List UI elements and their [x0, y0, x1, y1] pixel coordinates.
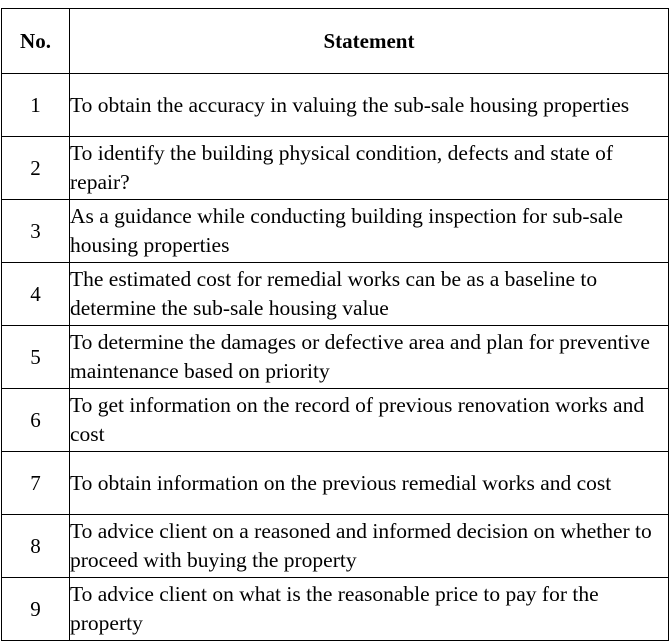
row-statement: To identify the building physical condition, defects and state of repair?	[70, 137, 669, 200]
row-statement: As a guidance while conducting building inspection for sub-sale housing properties	[70, 200, 669, 263]
row-number: 7	[2, 452, 70, 515]
row-statement: To get information on the record of previous renovation works and cost	[70, 389, 669, 452]
statement-table	[1, 8, 669, 641]
row-number: 6	[2, 389, 70, 452]
row-statement: The estimated cost for remedial works can be as a baseline to determine the sub-sale housing value	[70, 263, 669, 326]
row-statement: To advice client on what is the reasonable price to pay for the property	[70, 578, 669, 641]
row-statement: To advice client on a reasoned and informed decision on whether to proceed with buying the property	[70, 515, 669, 578]
table-row	[2, 200, 669, 263]
row-number: 5	[2, 326, 70, 389]
table-row	[2, 326, 669, 389]
table-header-row	[2, 9, 669, 74]
table-row	[2, 515, 669, 578]
table-row	[2, 137, 669, 200]
row-number: 8	[2, 515, 70, 578]
table-row	[2, 74, 669, 137]
row-number: 3	[2, 200, 70, 263]
table-row	[2, 389, 669, 452]
header-statement: Statement	[70, 9, 669, 74]
row-number: 1	[2, 74, 70, 137]
table-row	[2, 452, 669, 515]
row-statement: To obtain the accuracy in valuing the sub-sale housing properties	[70, 74, 669, 137]
row-number: 9	[2, 578, 70, 641]
row-statement: To determine the damages or defective area and plan for preventive maintenance based on priority	[70, 326, 669, 389]
table-row	[2, 578, 669, 641]
row-number: 2	[2, 137, 70, 200]
row-number: 4	[2, 263, 70, 326]
header-no: No.	[2, 9, 70, 74]
row-statement: To obtain information on the previous remedial works and cost	[70, 452, 669, 515]
table-row	[2, 263, 669, 326]
